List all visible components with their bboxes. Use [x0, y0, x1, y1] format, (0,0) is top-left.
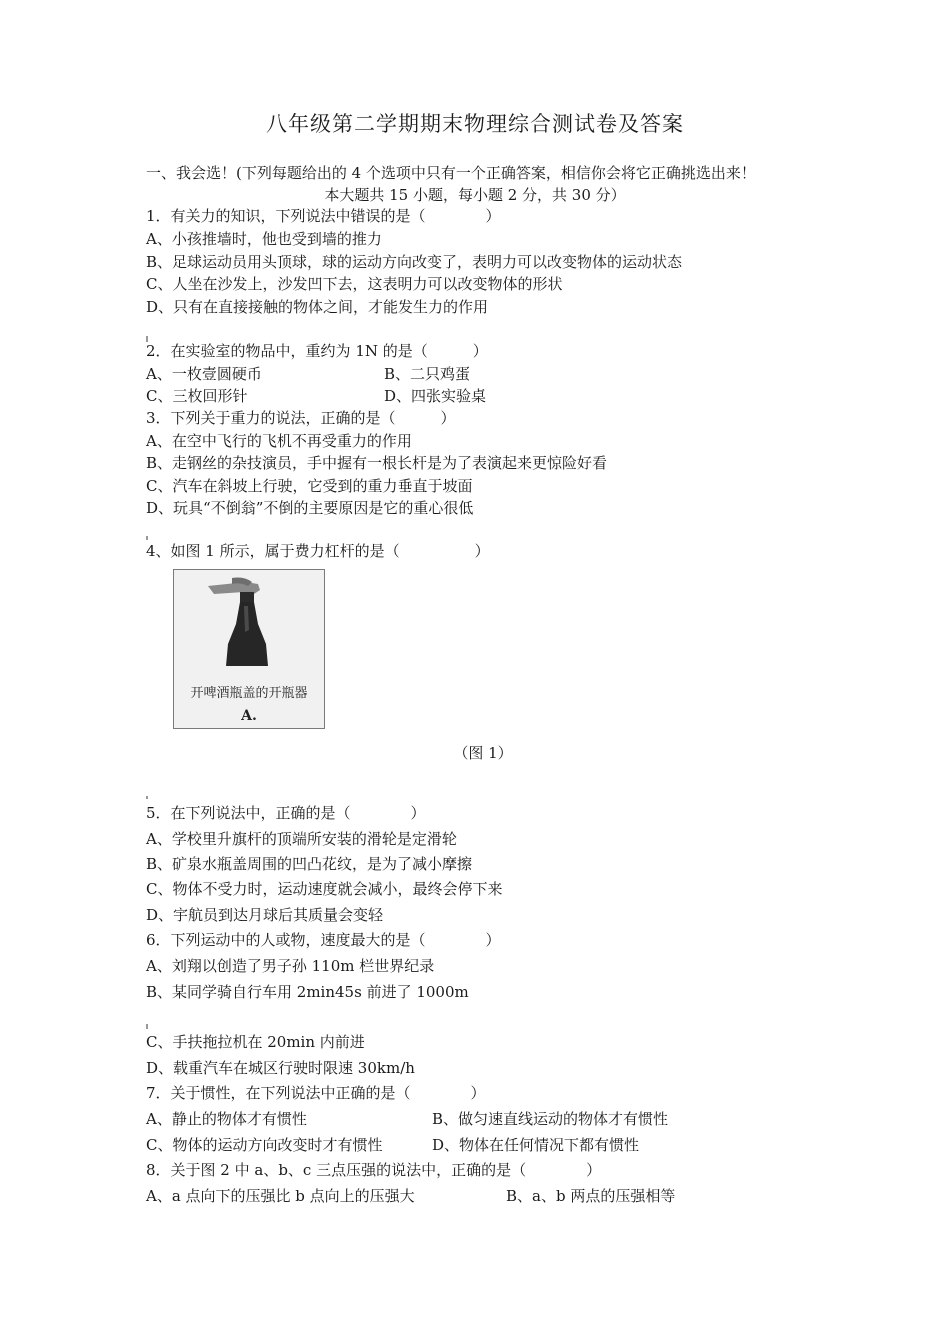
q5-option-b: B、矿泉水瓶盖周围的凹凸花纹，是为了减小摩擦: [146, 855, 473, 873]
figure-label: （图 1）: [453, 744, 513, 762]
q5-stem: 5．在下列说法中，正确的是（ ）: [146, 804, 426, 822]
figure-caption: 开啤酒瓶盖的开瓶器: [190, 686, 308, 701]
page-title: 八年级第二学期期末物理综合测试卷及答案: [266, 112, 684, 136]
q5-option-a: A、学校里升旗杆的顶端所安装的滑轮是定滑轮: [146, 830, 457, 848]
q6-stem: 6．下列运动中的人或物，速度最大的是（ ）: [146, 931, 501, 949]
scan-mark: [146, 796, 148, 799]
q6-option-b: B、某同学骑自行车用 2min45s 前进了 1000m: [146, 983, 469, 1001]
q2-stem: 2．在实验室的物品中，重约为 1N 的是（ ）: [146, 342, 488, 360]
q8-option-b: B、a、b 两点的压强相等: [506, 1187, 676, 1205]
q7-option-b: B、做匀速直线运动的物体才有惯性: [432, 1110, 669, 1128]
q3-option-b: B、走钢丝的杂技演员，手中握有一根长杆是为了表演起来更惊险好看: [146, 454, 608, 472]
q6-option-a: A、刘翔以创造了男子孙 110m 栏世界纪录: [146, 957, 435, 975]
q6-option-d: D、载重汽车在城区行驶时限速 30km/h: [146, 1059, 415, 1077]
q2-option-a: A、一枚壹圆硬币: [146, 365, 262, 383]
q7-option-c: C、物体的运动方向改变时才有惯性: [146, 1136, 383, 1154]
bottle-opener-figure: [173, 569, 325, 729]
q3-option-d: D、玩具“不倒翁”不倒的主要原因是它的重心很低: [146, 499, 474, 517]
q1-option-d: D、只有在直接接触的物体之间，才能发生力的作用: [146, 298, 489, 316]
q2-option-b: B、二只鸡蛋: [384, 365, 471, 383]
scan-mark: [146, 1024, 148, 1029]
q6-option-c: C、手扶拖拉机在 20min 内前进: [146, 1033, 365, 1051]
section-intro-line2: 本大题共 15 小题，每小题 2 分，共 30 分）: [324, 186, 626, 204]
q3-stem: 3．下列关于重力的说法，正确的是（ ）: [146, 409, 456, 427]
q5-option-c: C、物体不受力时，运动速度就会减小，最终会停下来: [146, 880, 503, 898]
q8-option-a: A、a 点向下的压强比 b 点向上的压强大: [146, 1187, 415, 1205]
q7-option-d: D、物体在任何情况下都有惯性: [432, 1136, 640, 1154]
q7-stem: 7．关于惯性，在下列说法中正确的是（ ）: [146, 1084, 486, 1102]
q4-stem: 4、如图 1 所示，属于费力杠杆的是（ ）: [146, 542, 490, 560]
section-intro-line1: 一、我会选！(下列每题给出的 4 个选项中只有一个正确答案，相信你会将它正确挑选出来！: [146, 164, 756, 182]
bottle-opener-illustration: [174, 570, 324, 728]
figure-letter: A.: [241, 708, 257, 724]
q5-option-d: D、宇航员到达月球后其质量会变轻: [146, 906, 384, 924]
q1-option-c: C、人坐在沙发上，沙发凹下去，这表明力可以改变物体的形状: [146, 275, 563, 293]
q3-option-a: A、在空中飞行的飞机不再受重力的作用: [146, 432, 412, 450]
q7-option-a: A、静止的物体才有惯性: [146, 1110, 307, 1128]
scan-mark: [146, 536, 148, 540]
q2-option-c: C、三枚回形针: [146, 387, 248, 405]
q1-option-a: A、小孩推墙时，他也受到墙的推力: [146, 230, 382, 248]
q1-stem: 1．有关力的知识，下列说法中错误的是（ ）: [146, 207, 501, 225]
q1-option-b: B、足球运动员用头顶球，球的运动方向改变了，表明力可以改变物体的运动状态: [146, 253, 683, 271]
q3-option-c: C、汽车在斜坡上行驶，它受到的重力垂直于坡面: [146, 477, 473, 495]
q8-stem: 8．关于图 2 中 a、b、c 三点压强的说法中，正确的是（ ）: [146, 1161, 602, 1179]
q2-option-d: D、四张实验桌: [384, 387, 487, 405]
